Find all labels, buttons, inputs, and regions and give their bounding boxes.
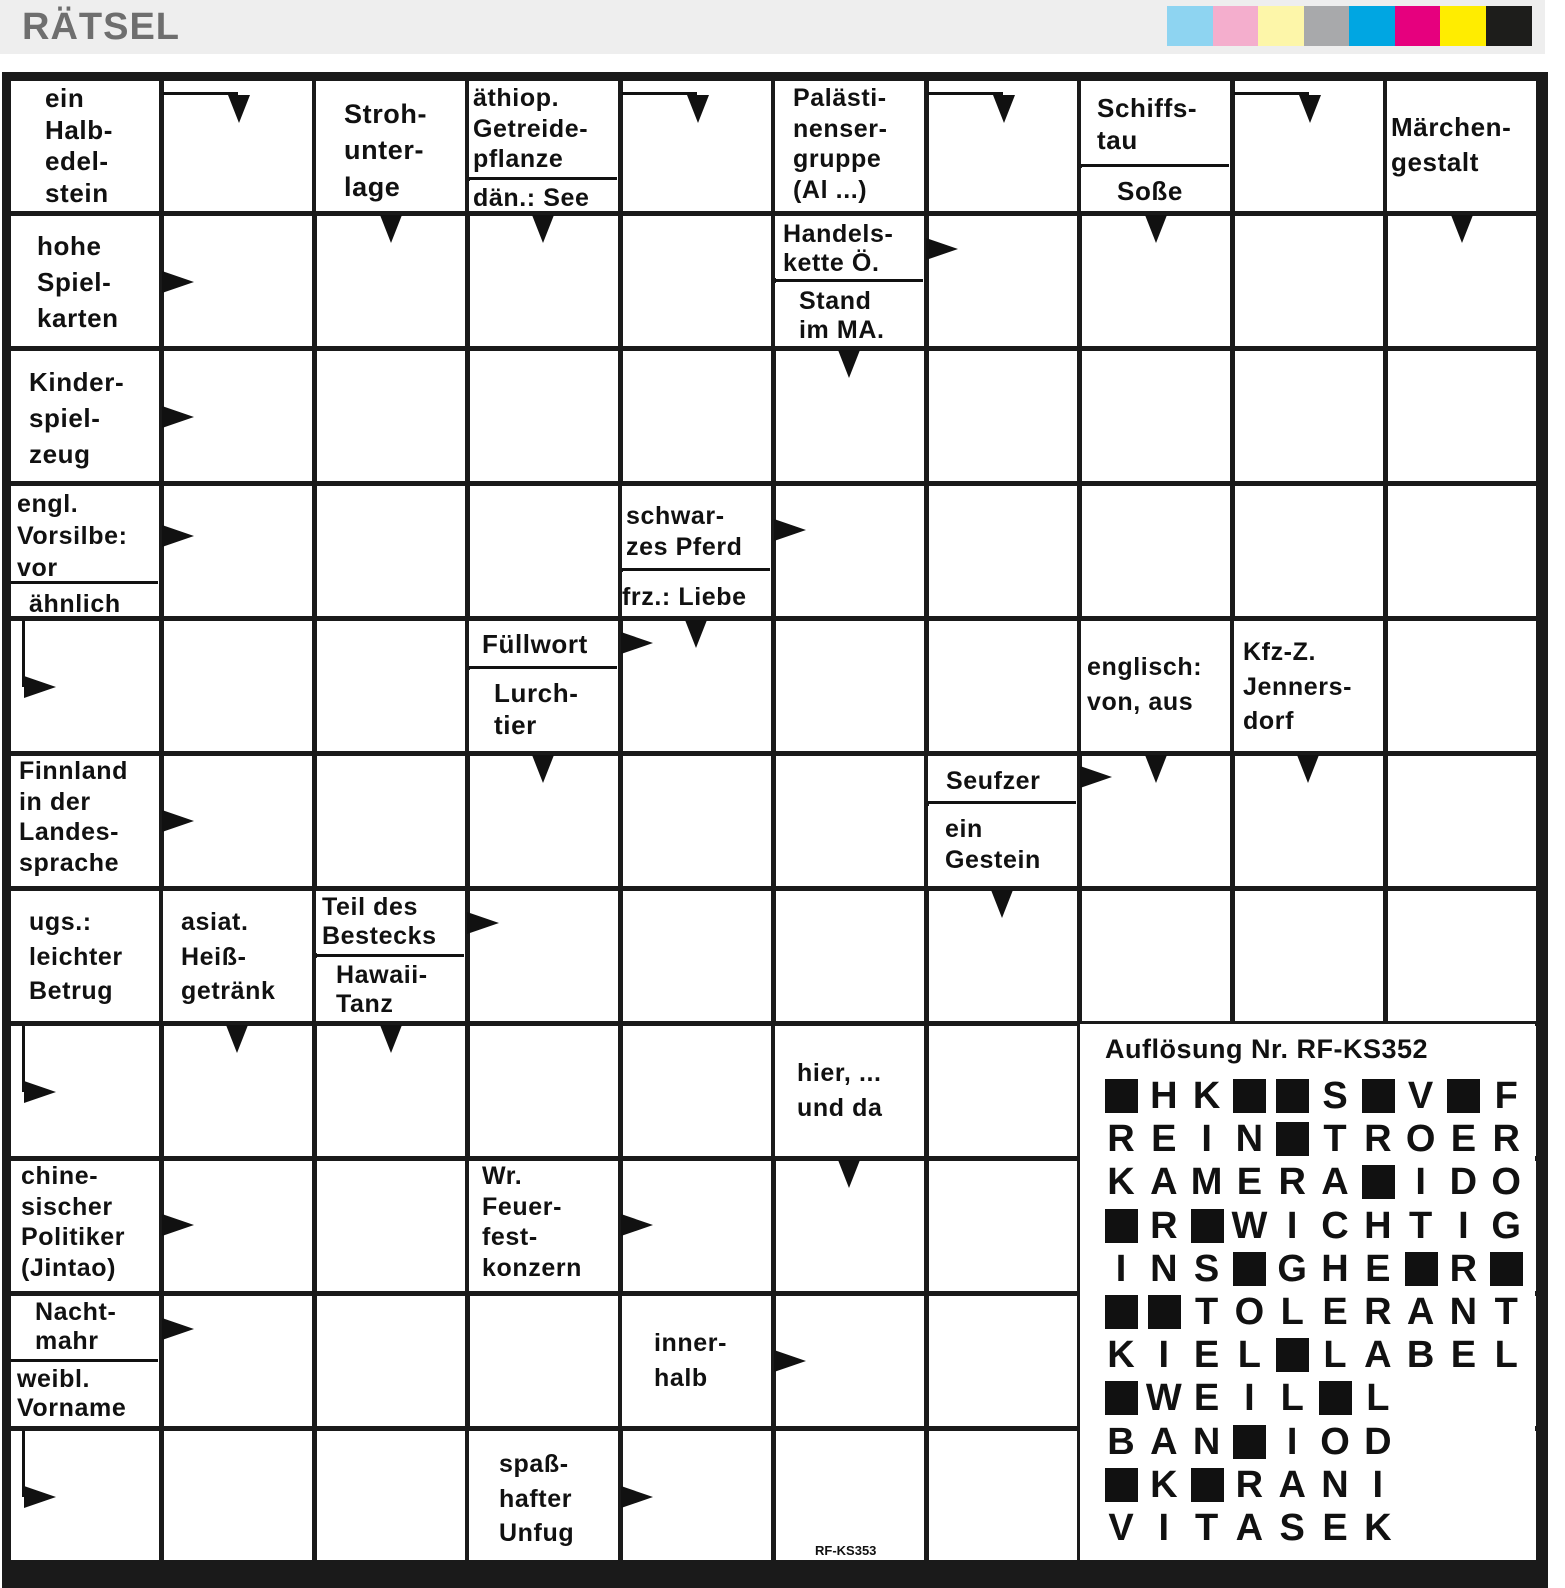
- answer-cell: [1388, 756, 1536, 886]
- solution-block: [1105, 1295, 1138, 1329]
- down-arrow-icon: [226, 1025, 248, 1053]
- solution-block: [1319, 1381, 1352, 1415]
- answer-cell: [317, 621, 465, 751]
- solution-letter: W: [1231, 1204, 1268, 1247]
- solution-block: [1191, 1468, 1224, 1502]
- solution-block: [1276, 1338, 1309, 1372]
- bent-arrow-line: [1234, 92, 1309, 95]
- clue-maerchengestalt: Märchen- gestalt: [1387, 81, 1535, 211]
- solution-letter: I: [1286, 1204, 1298, 1247]
- color-swatch: [1486, 6, 1532, 46]
- solution-letter: I: [1286, 1420, 1298, 1463]
- color-swatch: [1395, 6, 1441, 46]
- down-arrow-icon: [687, 95, 709, 123]
- color-swatch: [1258, 6, 1304, 46]
- solution-letter: E: [1193, 1377, 1220, 1420]
- page-title: RÄTSEL: [22, 6, 180, 48]
- down-arrow-icon: [532, 755, 554, 783]
- clue-ein-gestein: ein Gestein: [928, 806, 1076, 886]
- answer-cell: [164, 621, 312, 751]
- solution-letter: E: [1450, 1118, 1477, 1161]
- solution-block: [1105, 1209, 1138, 1243]
- down-arrow-icon: [685, 620, 707, 648]
- right-arrow-icon: [926, 238, 958, 260]
- answer-cell: [776, 756, 924, 886]
- solution-letter: A: [1235, 1507, 1264, 1549]
- solution-letter: R: [1107, 1118, 1135, 1161]
- solution-letter: I: [1201, 1118, 1212, 1161]
- solution-letter: S: [1279, 1507, 1305, 1549]
- solution-letter: T: [1323, 1118, 1347, 1161]
- solution-letter: E: [1322, 1291, 1348, 1333]
- clue-ugs-betrug: ugs.: leichter Betrug: [11, 891, 158, 1021]
- answer-cell: [623, 756, 771, 886]
- solution-letter: S: [1322, 1075, 1348, 1117]
- solution-letter: N: [1235, 1118, 1264, 1161]
- right-arrow-icon: [467, 912, 499, 934]
- clue-separator: [775, 279, 923, 282]
- down-arrow-icon: [532, 215, 554, 243]
- clue-nachtmahr: Nacht- mahr: [11, 1296, 158, 1358]
- color-swatch: [1167, 6, 1213, 46]
- clue-separator: [11, 1359, 158, 1362]
- answer-cell: [776, 1431, 924, 1560]
- solution-letter: T: [1194, 1291, 1219, 1333]
- answer-cell: [929, 1431, 1077, 1560]
- answer-cell: [317, 1161, 465, 1291]
- answer-cell: [929, 1296, 1077, 1426]
- solution-block: [1105, 1079, 1138, 1113]
- solution-block: [1233, 1079, 1266, 1113]
- solution-letter: N: [1321, 1463, 1349, 1506]
- puzzle-code: RF-KS353: [815, 1543, 877, 1558]
- solution-letter: L: [1280, 1291, 1304, 1333]
- solution-letter: K: [1192, 1075, 1221, 1117]
- solution-letter: B: [1406, 1334, 1435, 1377]
- down-arrow-icon: [1451, 215, 1473, 243]
- color-swatch: [1304, 6, 1350, 46]
- clue-wr-feuerfestkonzern: Wr. Feuer- fest- konzern: [469, 1161, 617, 1291]
- answer-cell: [164, 1431, 312, 1560]
- answer-cell: [1082, 891, 1230, 1021]
- solution-letter: I: [1115, 1247, 1127, 1290]
- solution-letter: E: [1193, 1334, 1220, 1377]
- solution-block: [1490, 1252, 1523, 1286]
- clue-lurchtier: Lurch- tier: [469, 670, 617, 751]
- solution-letter: B: [1107, 1420, 1135, 1463]
- solution-letter: F: [1494, 1075, 1518, 1117]
- solution-block: [1362, 1165, 1395, 1199]
- down-arrow-icon: [991, 890, 1013, 918]
- color-swatch: [1213, 6, 1259, 46]
- answer-cell: [623, 351, 771, 481]
- clue-daen-see: dän.: See: [469, 181, 617, 211]
- solution-letter: T: [1494, 1291, 1518, 1333]
- answer-cell: [164, 1296, 312, 1426]
- answer-cell: [623, 1026, 771, 1156]
- answer-cell: [317, 1431, 465, 1560]
- solution-letter: A: [1364, 1334, 1392, 1377]
- down-arrow-icon: [838, 350, 860, 378]
- solution-block: [1191, 1209, 1224, 1243]
- right-arrow-icon: [162, 810, 194, 832]
- solution-block: [1105, 1381, 1138, 1415]
- right-arrow-icon: [24, 1081, 56, 1103]
- clue-separator: [469, 666, 617, 669]
- clue-spasshafter-unfug: spaß- hafter Unfug: [469, 1431, 617, 1560]
- down-arrow-icon: [380, 215, 402, 243]
- solution-letter: H: [1321, 1247, 1349, 1290]
- solution-letter: L: [1366, 1377, 1390, 1420]
- bent-arrow-line: [928, 92, 1003, 95]
- down-arrow-icon: [838, 1160, 860, 1188]
- solution-letter: I: [1244, 1377, 1255, 1420]
- solution-letter: C: [1321, 1204, 1349, 1247]
- solution-panel: [1080, 1024, 1535, 1560]
- clue-finnland: Finnland in der Landes- sprache: [11, 756, 158, 886]
- solution-letter: E: [1151, 1118, 1177, 1161]
- down-arrow-icon: [1297, 755, 1319, 783]
- right-arrow-icon: [621, 1486, 653, 1508]
- answer-cell: [1235, 351, 1383, 481]
- solution-letter: A: [1406, 1291, 1435, 1333]
- clue-kinderspielzeug: Kinder- spiel- zeug: [11, 351, 158, 481]
- down-arrow-icon: [993, 95, 1015, 123]
- solution-letter: E: [1450, 1334, 1477, 1377]
- answer-cell: [470, 1026, 618, 1156]
- right-arrow-icon: [24, 676, 56, 698]
- down-arrow-icon: [1299, 95, 1321, 123]
- down-arrow-icon: [1145, 215, 1167, 243]
- answer-cell: [470, 1296, 618, 1426]
- answer-cell: [164, 486, 312, 616]
- clue-stand-im-ma: Stand im MA.: [775, 283, 923, 346]
- solution-letter: D: [1449, 1161, 1478, 1204]
- clue-separator: [11, 581, 158, 584]
- clue-asiat-heissgetraenk: asiat. Heiß- getränk: [163, 891, 311, 1021]
- solution-letter: R: [1492, 1118, 1520, 1161]
- clue-seufzer: Seufzer: [928, 756, 1076, 801]
- clue-fuellwort: Füllwort: [469, 621, 617, 666]
- solution-letter: N: [1192, 1420, 1221, 1463]
- clue-separator: [316, 954, 464, 957]
- header-bar: [0, 0, 1545, 54]
- answer-cell: [776, 891, 924, 1021]
- solution-letter: K: [1107, 1334, 1135, 1377]
- right-arrow-icon: [162, 271, 194, 293]
- color-swatch: [1440, 6, 1486, 46]
- answer-cell: [470, 891, 618, 1021]
- solution-letter: L: [1494, 1334, 1518, 1377]
- solution-letter: R: [1364, 1118, 1392, 1161]
- bent-arrow-line: [163, 92, 238, 95]
- answer-cell: [929, 486, 1077, 616]
- answer-cell: [1235, 216, 1383, 346]
- solution-letter: I: [1415, 1161, 1426, 1204]
- clue-weibl-vorname: weibl. Vorname: [11, 1363, 158, 1426]
- solution-letter: E: [1322, 1507, 1348, 1549]
- solution-letter: E: [1365, 1247, 1391, 1290]
- solution-letter: L: [1280, 1377, 1304, 1420]
- solution-letter: R: [1235, 1463, 1264, 1506]
- solution-letter: G: [1491, 1204, 1521, 1247]
- clue-ein-halbedelstein: ein Halb- edel- stein: [11, 81, 158, 211]
- clue-chinesischer-politiker: chine- sischer Politiker (Jintao): [11, 1161, 158, 1291]
- clue-sosse: Soße: [1081, 168, 1229, 211]
- clue-aehnlich: ähnlich: [11, 585, 158, 616]
- solution-letter: I: [1158, 1507, 1170, 1549]
- solution-block: [1447, 1079, 1480, 1113]
- answer-cell: [1235, 486, 1383, 616]
- right-arrow-icon: [24, 1486, 56, 1508]
- answer-cell: [1082, 351, 1230, 481]
- solution-block: [1362, 1079, 1395, 1113]
- solution-block: [1105, 1468, 1138, 1502]
- solution-letter: N: [1150, 1247, 1178, 1290]
- clue-hawaii-tanz: Hawaii- Tanz: [316, 958, 464, 1021]
- right-arrow-icon: [162, 525, 194, 547]
- solution-letter: O: [1405, 1118, 1436, 1161]
- clue-handelskette: Handels- kette Ö.: [775, 216, 923, 278]
- right-arrow-icon: [162, 1318, 194, 1340]
- right-arrow-icon: [621, 1214, 653, 1236]
- answer-cell: [317, 756, 465, 886]
- solution-letter: K: [1150, 1463, 1178, 1506]
- answer-cell: [929, 216, 1077, 346]
- answer-cell: [1388, 351, 1536, 481]
- answer-cell: [1388, 621, 1536, 751]
- answer-cell: [929, 1161, 1077, 1291]
- bent-arrow-line: [622, 92, 697, 95]
- solution-letter: V: [1108, 1507, 1134, 1549]
- solution-letter: A: [1278, 1463, 1306, 1506]
- answer-cell: [929, 621, 1077, 751]
- solution-block: [1405, 1252, 1438, 1286]
- solution-letter: R: [1150, 1204, 1178, 1247]
- clue-schwarzes-pferd: schwar- zes Pferd: [622, 486, 770, 568]
- clue-frz-liebe: frz.: Liebe: [622, 572, 770, 616]
- answer-cell: [470, 486, 618, 616]
- solution-letter: A: [1321, 1161, 1349, 1204]
- solution-letter: T: [1408, 1204, 1433, 1247]
- clue-teil-des-bestecks: Teil des Bestecks: [316, 891, 464, 953]
- answer-cell: [317, 1296, 465, 1426]
- solution-letter: I: [1458, 1204, 1469, 1247]
- solution-letter: S: [1193, 1247, 1220, 1290]
- solution-letter: H: [1364, 1204, 1392, 1247]
- solution-letter: R: [1364, 1291, 1392, 1333]
- clue-innerhalb: inner- halb: [622, 1296, 770, 1426]
- solution-letter: I: [1158, 1334, 1170, 1377]
- answer-cell: [1082, 486, 1230, 616]
- clue-schiffstau: Schiffs- tau: [1081, 81, 1229, 164]
- solution-letter: I: [1372, 1463, 1384, 1506]
- solution-letter: O: [1234, 1291, 1265, 1333]
- clue-aethiop-getreidepflanze: äthiop. Getreide- pflanze: [469, 81, 617, 177]
- clue-hier-und-da: hier, ... und da: [775, 1026, 923, 1156]
- solution-letter: K: [1107, 1161, 1135, 1204]
- solution-letter: O: [1320, 1420, 1350, 1463]
- solution-letter: V: [1407, 1075, 1434, 1117]
- solution-letter: O: [1491, 1161, 1521, 1204]
- clue-separator: [928, 801, 1076, 804]
- answer-cell: [929, 1026, 1077, 1156]
- solution-letter: R: [1449, 1247, 1478, 1290]
- clue-hohe-spielkarten: hohe Spiel- karten: [11, 216, 158, 346]
- answer-cell: [317, 351, 465, 481]
- solution-block: [1276, 1079, 1309, 1113]
- clue-strohunterlage: Stroh- unter- lage: [316, 81, 464, 211]
- answer-cell: [623, 891, 771, 1021]
- answer-cell: [929, 351, 1077, 481]
- solution-letter: M: [1190, 1161, 1223, 1204]
- solution-letter: K: [1364, 1507, 1392, 1549]
- right-arrow-icon: [162, 406, 194, 428]
- answer-cell: [470, 351, 618, 481]
- answer-cell: [1235, 891, 1383, 1021]
- down-arrow-icon: [228, 95, 250, 123]
- clue-kfz-jennersdorf: Kfz-Z. Jenners- dorf: [1234, 621, 1382, 751]
- solution-letter: E: [1236, 1161, 1263, 1204]
- clue-engl-vorsilbe: engl. Vorsilbe: vor: [11, 486, 158, 580]
- color-swatch: [1349, 6, 1395, 46]
- solution-letter: T: [1194, 1507, 1219, 1549]
- solution-letter: D: [1364, 1420, 1392, 1463]
- clue-separator: [622, 568, 770, 571]
- answer-cell: [317, 486, 465, 616]
- solution-letter: G: [1277, 1247, 1307, 1290]
- solution-letter: H: [1150, 1075, 1178, 1117]
- solution-letter: R: [1278, 1161, 1306, 1204]
- clue-palaestinensergruppe: Palästi- nenser- gruppe (Al ...): [775, 81, 923, 211]
- solution-block: [1276, 1122, 1309, 1156]
- right-arrow-icon: [774, 519, 806, 541]
- answer-cell: [623, 216, 771, 346]
- answer-cell: [776, 621, 924, 751]
- answer-cell: [776, 486, 924, 616]
- right-arrow-icon: [774, 1350, 806, 1372]
- solution-letter: A: [1150, 1420, 1178, 1463]
- clue-separator: [1081, 164, 1229, 167]
- solution-letter: A: [1150, 1161, 1178, 1204]
- clue-separator: [469, 177, 617, 180]
- solution-letter: W: [1145, 1377, 1182, 1420]
- right-arrow-icon: [621, 632, 653, 654]
- solution-letter: L: [1237, 1334, 1261, 1377]
- clue-englisch-von-aus: englisch: von, aus: [1081, 621, 1229, 751]
- solution-block: [1233, 1425, 1266, 1459]
- answer-cell: [1388, 891, 1536, 1021]
- solution-letter: L: [1323, 1334, 1347, 1377]
- down-arrow-icon: [380, 1025, 402, 1053]
- right-arrow-icon: [162, 1214, 194, 1236]
- answer-cell: [1388, 486, 1536, 616]
- solution-block: [1148, 1295, 1181, 1329]
- solution-letter: N: [1449, 1291, 1478, 1333]
- right-arrow-icon: [1080, 766, 1112, 788]
- solution-title: Auflösung Nr. RF-KS352: [1105, 1034, 1429, 1064]
- down-arrow-icon: [1145, 755, 1167, 783]
- solution-block: [1233, 1252, 1266, 1286]
